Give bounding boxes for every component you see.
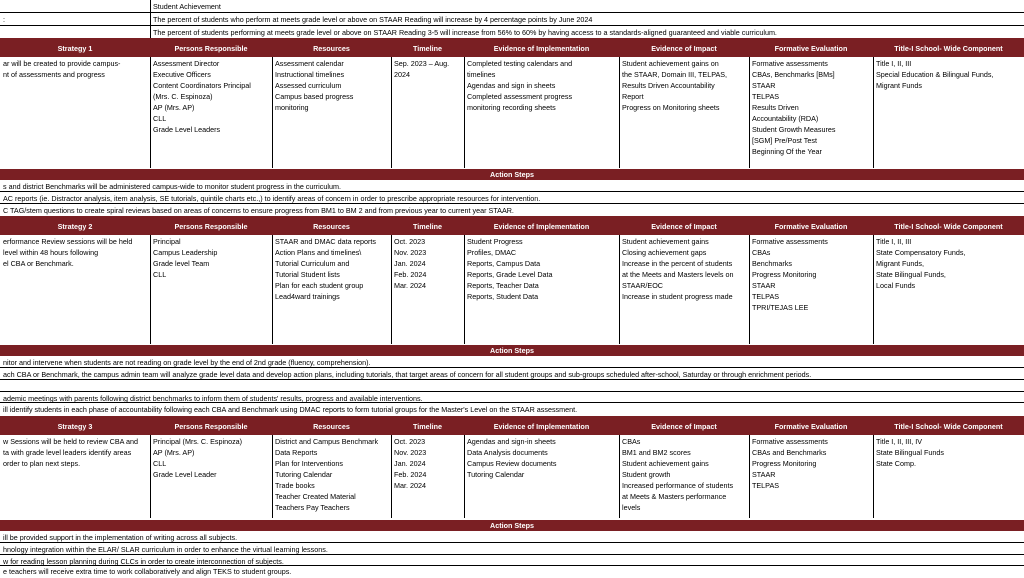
- strategy-2-timeline: [391, 235, 464, 292]
- strategy-3-formative: [749, 435, 873, 492]
- header-persons: Persons Responsible: [174, 222, 248, 231]
- strategy-2-action-3: [0, 380, 1024, 392]
- cell-line: Grade Level Leaders: [153, 125, 221, 134]
- cell-line: Assessment calendar: [275, 59, 344, 68]
- header-formative-evaluation: Formative Evaluation: [774, 222, 848, 231]
- cell-line: CBAs: [752, 248, 771, 257]
- strategy-2-persons: [150, 235, 272, 281]
- strategy-3-action-3: w for reading lesson planning during CLCs in order to create interconnection of subjects.: [0, 555, 1024, 566]
- cell-line: Campus Leadership: [153, 248, 218, 257]
- header-resources: Resources: [313, 222, 350, 231]
- strategy-2-action-steps-header: Action Steps: [0, 345, 1024, 356]
- cell-line: Tutoring Calendar: [467, 470, 525, 479]
- cell-line: Feb. 2024: [394, 270, 427, 279]
- cell-line: at the Meets and Masters levels on: [622, 270, 734, 279]
- cell-line: Principal: [153, 237, 181, 246]
- strategy-3-description: [0, 435, 150, 470]
- cell-line: CLL: [153, 459, 167, 468]
- cell-line: Mar. 2024: [394, 481, 426, 490]
- cell-line: AP (Mrs. AP): [153, 448, 195, 457]
- strategy-2-evidence-impact: [619, 235, 749, 303]
- cell-line: Increased performance of students: [622, 481, 734, 490]
- cell-line: 2024: [394, 70, 410, 79]
- cell-line: Title I, II, III: [876, 59, 912, 68]
- strategy-2-resources: [272, 235, 391, 303]
- strategy-2-action-1: nitor and intervene when students are not reading on grade level by the end of 2nd grade (fluency, comprehension).: [0, 356, 1024, 368]
- strategy-1-action-2: AC reports (ie. Distractor analysis, item analysis, SE tutorials, quintile charts etc.,) to identify areas of concern in order to prescribe appropriate resources for intervention.: [0, 192, 1024, 204]
- strategy-1-persons: [150, 57, 272, 136]
- cell-line: at Meets & Masters performance: [622, 492, 727, 501]
- doc-row-goal: [0, 0, 1024, 13]
- cell-line: Campus based progress: [275, 92, 354, 101]
- strategy-3-evidence-impact: [619, 435, 749, 514]
- cell-line: Student Growth Measures: [752, 125, 836, 134]
- cell-line: Content Coordinators Principal: [153, 81, 251, 90]
- cell-line: State Bilingual Funds: [876, 448, 944, 457]
- cell-line: Data Analysis documents: [467, 448, 548, 457]
- cell-line: CBAs, Benchmarks [BMs]: [752, 70, 835, 79]
- header-formative-evaluation: Formative Evaluation: [774, 422, 848, 431]
- strategy-3-action-4: e teachers will receive extra time to work collaboratively and align TEKS to student groups.: [3, 567, 292, 576]
- cell-line: STAAR: [752, 281, 776, 290]
- cell-line: Report: [622, 92, 644, 101]
- cell-line: CBAs: [622, 437, 641, 446]
- cell-line: Lead4ward trainings: [275, 292, 340, 301]
- cell-line: Migrant Funds,: [876, 259, 924, 268]
- cell-line: Plan for each student group: [275, 281, 364, 290]
- cell-line: Benchmarks: [752, 259, 792, 268]
- goal-label: :: [3, 15, 5, 24]
- strategy-1-formative: [749, 57, 873, 158]
- cell-line: Jan. 2024: [394, 459, 426, 468]
- cell-line: [SGM] Pre/Post Test: [752, 136, 817, 145]
- cell-line: monitoring recording sheets: [467, 103, 556, 112]
- cell-line: TELPAS: [752, 481, 780, 490]
- cell-line: Plan for Interventions: [275, 459, 343, 468]
- cell-line: el CBA or Benchmark.: [3, 259, 74, 268]
- cell-line: Jan. 2024: [394, 259, 426, 268]
- cell-line: Increase in student progress made: [622, 292, 733, 301]
- strategy-2-action-4: ademic meetings with parents following district benchmarks to inform them of students' results, progress and available interventions.: [0, 392, 1024, 403]
- cell-line: Reports, Grade Level Data: [467, 270, 553, 279]
- strategy-2-evidence-implementation: [464, 235, 619, 303]
- cell-line: Reports, Campus Data: [467, 259, 541, 268]
- strategy-1-header: [0, 38, 1024, 57]
- cell-line: Agendas and sign-in sheets: [467, 437, 556, 446]
- strategy-3-label: Strategy 3: [57, 422, 93, 431]
- cell-line: levels: [622, 503, 641, 512]
- strategy-3-title1: [873, 435, 1024, 470]
- cell-line: Migrant Funds: [876, 81, 922, 90]
- cell-line: Oct. 2023: [394, 237, 426, 246]
- cell-line: nt of assessments and progress: [3, 70, 105, 79]
- cell-line: TPRI/TEJAS LEE: [752, 303, 809, 312]
- header-evidence-implementation: Evidence of Implementation: [493, 222, 590, 231]
- cell-line: Nov. 2023: [394, 448, 427, 457]
- cell-line: STAAR/EOC: [622, 281, 664, 290]
- cell-line: Profiles, DMAC: [467, 248, 517, 257]
- header-evidence-implementation: Evidence of Implementation: [493, 44, 590, 53]
- strategy-1-description: [0, 57, 150, 81]
- header-timeline: Timeline: [412, 222, 443, 231]
- cell-line: Closing achievement gaps: [622, 248, 707, 257]
- cell-line: Nov. 2023: [394, 248, 427, 257]
- doc-row-goal-statement: [0, 13, 1024, 26]
- cell-line: AP (Mrs. AP): [153, 103, 195, 112]
- strategy-3-persons: [150, 435, 272, 481]
- header-evidence-impact: Evidence of Impact: [651, 422, 717, 431]
- cell-line: Instructional timelines: [275, 70, 345, 79]
- cell-line: Formative assessments: [752, 59, 828, 68]
- cell-line: Tutorial Curriculum and: [275, 259, 350, 268]
- strategy-2-formative: [749, 235, 873, 314]
- doc-row-objective: [0, 26, 1024, 38]
- cell-line: Reports, Teacher Data: [467, 281, 539, 290]
- header-title1-component: Title-I School- Wide Component: [894, 222, 1003, 231]
- strategy-3-header: [0, 416, 1024, 435]
- strategy-2-action-2: ach CBA or Benchmark, the campus admin team will analyze grade level data and develop action plans, including tutorials, that target areas of concern for all student groups and sub-groups scheduled after-school, Saturday or through enrichment periods.: [0, 368, 1024, 380]
- cell-line: TELPAS: [752, 292, 780, 301]
- cell-line: Reports, Student Data: [467, 292, 539, 301]
- cell-line: Title I, II, III, IV: [876, 437, 923, 446]
- cell-line: Student achievement gains: [622, 459, 709, 468]
- cell-line: Results Driven Accountability: [622, 81, 715, 90]
- cell-line: Student achievement gains on: [622, 59, 719, 68]
- strategy-3-body: [0, 435, 1024, 518]
- header-title1-component: Title-I School- Wide Component: [894, 44, 1003, 53]
- cell-line: State Comp.: [876, 459, 916, 468]
- objective-text: The percent of students performing at meets grade level or above on STAAR Reading 3-5 will increase from 56% to 60% by having access to a standards-aligned guaranteed and viable curriculum.: [153, 28, 777, 37]
- goal-area-text: Student Achievement: [153, 2, 221, 11]
- strategy-3-evidence-implementation: [464, 435, 619, 481]
- cell-line: CLL: [153, 270, 167, 279]
- header-title1-component: Title-I School- Wide Component: [894, 422, 1003, 431]
- cell-line: Accountability (RDA): [752, 114, 819, 123]
- header-evidence-impact: Evidence of Impact: [651, 44, 717, 53]
- cell-line: ta with grade level leaders identify areas: [3, 448, 132, 457]
- header-evidence-implementation: Evidence of Implementation: [493, 422, 590, 431]
- cell-line: STAAR and DMAC data reports: [275, 237, 376, 246]
- cell-line: Tutoring Calendar: [275, 470, 333, 479]
- cell-line: the STAAR, Domain III, TELPAS,: [622, 70, 728, 79]
- strategy-2-description: [0, 235, 150, 270]
- strategy-1-title1: [873, 57, 1024, 92]
- cell-line: State Bilingual Funds,: [876, 270, 946, 279]
- strategy-3-action-steps-header: Action Steps: [0, 520, 1024, 531]
- cell-line: Sep. 2023 – Aug.: [394, 59, 450, 68]
- cell-line: ar will be created to provide campus-: [3, 59, 121, 68]
- strategy-1-action-steps-header: Action Steps: [0, 169, 1024, 180]
- cell-line: erformance Review sessions will be held: [3, 237, 133, 246]
- cell-line: timelines: [467, 70, 496, 79]
- cell-line: Progress on Monitoring sheets: [622, 103, 720, 112]
- cell-line: Grade Level Leader: [153, 470, 217, 479]
- cell-line: Teachers Pay Teachers: [275, 503, 350, 512]
- cell-line: CBAs and Benchmarks: [752, 448, 827, 457]
- cell-line: w Sessions will be held to review CBA and: [3, 437, 139, 446]
- cell-line: STAAR: [752, 81, 776, 90]
- cell-line: Data Reports: [275, 448, 318, 457]
- cell-line: Special Education & Bilingual Funds,: [876, 70, 994, 79]
- cell-line: Assessed curriculum: [275, 81, 342, 90]
- cell-line: Formative assessments: [752, 437, 828, 446]
- strategy-3-resources: [272, 435, 391, 514]
- cell-line: Oct. 2023: [394, 437, 426, 446]
- strategy-1-timeline: [391, 57, 464, 81]
- cell-line: Agendas and sign in sheets: [467, 81, 556, 90]
- cell-line: Progress Monitoring: [752, 459, 817, 468]
- cell-line: Action Plans and timelines\: [275, 248, 362, 257]
- cell-line: Progress Monitoring: [752, 270, 817, 279]
- strategy-1-evidence-implementation: [464, 57, 619, 114]
- cell-line: Feb. 2024: [394, 470, 427, 479]
- header-timeline: Timeline: [412, 44, 443, 53]
- strategy-1-evidence-impact: [619, 57, 749, 114]
- strategy-3-action-1: ill be provided support in the implementation of writing across all subjects.: [0, 531, 1024, 543]
- cell-line: CLL: [153, 114, 167, 123]
- cell-line: Grade level Team: [153, 259, 210, 268]
- cell-line: Campus Review documents: [467, 459, 557, 468]
- cell-line: order to plan next steps.: [3, 459, 81, 468]
- cell-line: State Compensatory Funds,: [876, 248, 966, 257]
- strategy-1-action-1: s and district Benchmarks will be administered campus-wide to monitor student progress in the curriculum.: [0, 180, 1024, 192]
- header-resources: Resources: [313, 44, 350, 53]
- cell-line: Assessment Director: [153, 59, 220, 68]
- cell-line: Principal (Mrs. C. Espinoza): [153, 437, 243, 446]
- cell-line: TELPAS: [752, 92, 780, 101]
- header-resources: Resources: [313, 422, 350, 431]
- strategy-1-label: Strategy 1: [57, 44, 93, 53]
- strategy-3-timeline: [391, 435, 464, 492]
- strategy-3-action-2: hnology integration within the ELAR/ SLAR curriculum in order to enhance the virtual learning lessons.: [0, 543, 1024, 555]
- cell-line: STAAR: [752, 470, 776, 479]
- cell-line: Beginning Of the Year: [752, 147, 822, 156]
- cell-line: Student achievement gains: [622, 237, 709, 246]
- cell-line: Completed assessment progress: [467, 92, 573, 101]
- cell-line: monitoring: [275, 103, 309, 112]
- cell-line: Student growth: [622, 470, 671, 479]
- header-evidence-impact: Evidence of Impact: [651, 222, 717, 231]
- cell-line: District and Campus Benchmark: [275, 437, 379, 446]
- cell-line: Teacher Created Material: [275, 492, 356, 501]
- cell-line: (Mrs. C. Espinoza): [153, 92, 213, 101]
- header-persons: Persons Responsible: [174, 44, 248, 53]
- cell-line: Results Driven: [752, 103, 799, 112]
- cell-line: Title I, II, III: [876, 237, 912, 246]
- strategy-1-action-3: C TAG/stem questions to create spiral reviews based on areas of concerns to ensure progress from BM1 to BM 2 and from previous year to current year STAAR.: [3, 206, 514, 215]
- cell-line: Student Progress: [467, 237, 523, 246]
- cell-line: Executive Officers: [153, 70, 211, 79]
- header-formative-evaluation: Formative Evaluation: [774, 44, 848, 53]
- strategy-1-resources: [272, 57, 391, 114]
- cell-line: Mar. 2024: [394, 281, 426, 290]
- cell-line: Local Funds: [876, 281, 916, 290]
- cell-line: Completed testing calendars and: [467, 59, 573, 68]
- cell-line: Increase in the percent of students: [622, 259, 733, 268]
- strategy-2-body: [0, 235, 1024, 344]
- goal-statement-text: The percent of students who perform at meets grade level or above on STAAR Reading will increase by 4 percentage points by June 2024: [153, 15, 593, 24]
- cell-line: Trade books: [275, 481, 315, 490]
- strategy-2-action-5: ill identify students in each phase of accountability following each CBA and Benchmark using DMAC reports to form tutorial groups for the Master's Level on the STAAR assessment.: [3, 405, 578, 414]
- header-timeline: Timeline: [412, 422, 443, 431]
- cell-line: Formative assessments: [752, 237, 828, 246]
- strategy-1-body: [0, 57, 1024, 168]
- cell-line: BM1 and BM2 scores: [622, 448, 691, 457]
- strategy-2-title1: [873, 235, 1024, 292]
- strategy-2-header: [0, 216, 1024, 235]
- cell-line: level within 48 hours following: [3, 248, 99, 257]
- cell-line: Tutorial Student lists: [275, 270, 340, 279]
- header-persons: Persons Responsible: [174, 422, 248, 431]
- strategy-2-label: Strategy 2: [57, 222, 93, 231]
